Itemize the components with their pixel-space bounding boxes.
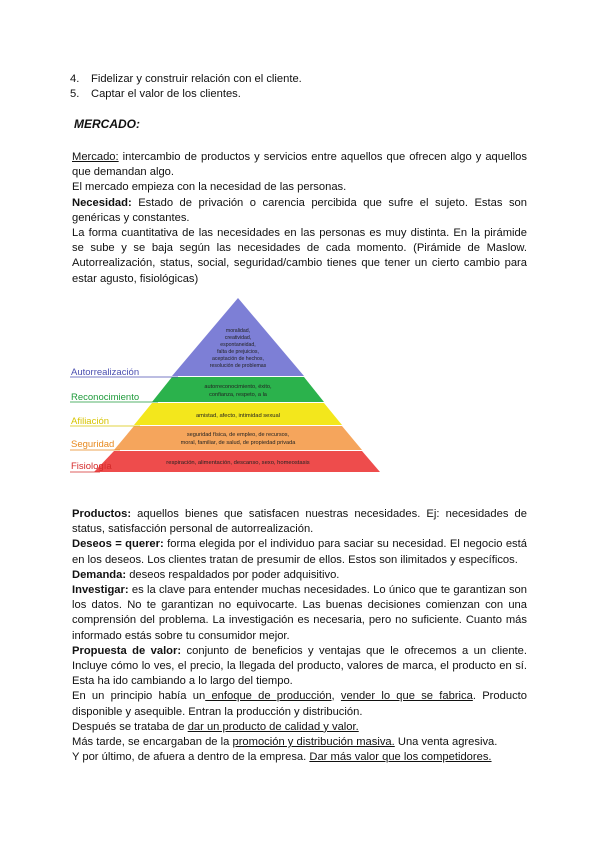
intro-section: [72, 150, 527, 287]
svg-text:moral, familiar, de salud, de: moral, familiar, de salud, de propiedad privada: [180, 440, 296, 446]
pyramid-text-afiliacion: amistad, afecto, intimidad sexual: [195, 413, 281, 419]
svg-text:espontaneidad,: espontaneidad,: [220, 342, 256, 348]
svg-text:moralidad,: moralidad,: [225, 328, 251, 334]
numbered-list: [70, 72, 525, 102]
label-fisiologia: Fisiología: [71, 461, 112, 472]
label-autorrealizacion: Autorrealización: [71, 367, 140, 378]
principio-paragraph: En un principio había un enfoque de producción, vender lo que se fabrica. Producto disponible y asequible. Entran la producción y distribución.: [72, 690, 527, 718]
propuesta-paragraph: Propuesta de valor: conjunto de beneficios y ventajas que le ofrecemos a un cliente. Incluye cómo lo ves, el precio, la llegada del producto, valores de marca, el producto en sí. Esta ha ido cambiando a lo largo del tiempo.: [72, 644, 527, 688]
svg-text:confianza, respeto, a la: confianza, respeto, a la: [209, 392, 267, 398]
cuantitativa-paragraph: La forma cuantitativa de las necesidades en las personas es muy distinta. En la pirámide se sube y se baja según las necesidades de cada momento. (Pirámide de Maslow. Autorrealización, status, social, seguridad/cambio tienes que tener un cierto cambio para estar agusto, fisiológicas): [72, 227, 527, 285]
ultimo-paragraph: Y por último, de afuera a dentro de la empresa. Dar más valor que los competidores.: [72, 751, 492, 764]
mas-tarde-paragraph: Más tarde, se encargaban de la promoción y distribución masiva. Una venta agresiva.: [72, 736, 498, 749]
svg-text:aceptación de hechos,: aceptación de hechos,: [212, 356, 264, 362]
demanda-paragraph: Demanda: deseos respaldados por poder adquisitivo.: [72, 568, 340, 581]
svg-text:resolución de problemas: resolución de problemas: [209, 363, 267, 369]
section-heading: MERCADO:: [74, 117, 140, 131]
mercado-line: El mercado empieza con la necesidad de las personas.: [72, 181, 347, 194]
svg-text:seguridad física, de empleo, d: seguridad física, de empleo, de recursos,: [186, 432, 290, 438]
svg-text:creatividad,: creatividad,: [224, 335, 252, 341]
label-seguridad: Seguridad: [71, 439, 115, 450]
body-section: [72, 507, 527, 765]
maslow-pyramid: [66, 294, 426, 476]
svg-text:autorreconocimiento, éxito,: autorreconocimiento, éxito,: [204, 384, 272, 390]
pyramid-level-seguridad: [114, 426, 362, 450]
investigar-paragraph: Investigar: es la clave para entender muchas necesidades. Lo único que te garantizan son los datos. No te garantizan no equivocarte. Las buenas decisiones comienzan con una comprensión del problema. La investigación es necesaria, pero no suficiente. Cuanto más informado estás sobre tu consumidor mejor.: [72, 584, 527, 642]
despues-paragraph: Después se trataba de dar un producto de calidad y valor.: [72, 720, 359, 733]
necesidad-paragraph: Necesidad: Estado de privación o carencia percibida que sufre el sujeto. Estas son genéricas y constantes.: [72, 196, 527, 224]
deseos-paragraph: Deseos = querer: forma elegida por el individuo para saciar su necesidad. El negocio está en los deseos. Los clientes tratan de presumir de ellos. Estos son ilimitados y específicos.: [72, 538, 527, 566]
list-item: 5. Captar el valor de los clientes.: [70, 88, 241, 101]
list-item: 4. Fidelizar y construir relación con el cliente.: [70, 73, 302, 85]
svg-text:falta de prejuicios,: falta de prejuicios,: [217, 349, 259, 355]
label-reconocimiento: Reconocimiento: [71, 392, 140, 403]
pyramid-text-fisiologia: respiración, alimentación, descanso, sexo, homeostasis: [166, 460, 310, 466]
label-afiliacion: Afiliación: [71, 416, 110, 427]
productos-paragraph: Productos: aquellos bienes que satisfacen nuestras necesidades. Ej: necesidades de status, satisfacción personal de autorrealización.: [72, 508, 527, 536]
mercado-paragraph: Mercado: intercambio de productos y servicios entre aquellos que ofrecen algo y aquellos que demandan algo.: [72, 151, 527, 179]
